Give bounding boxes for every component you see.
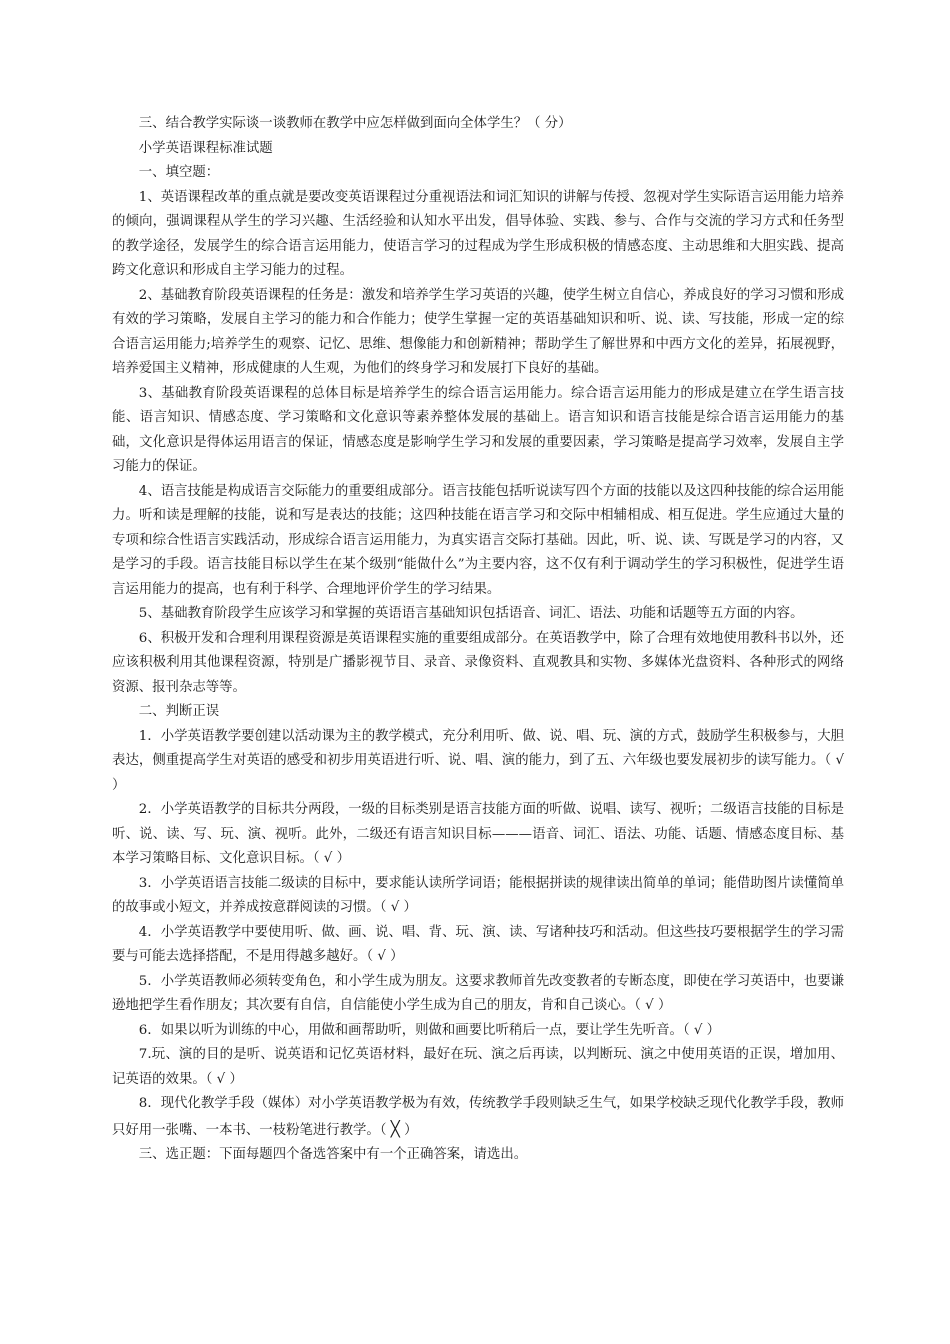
judge-item-8-close: ） <box>404 1122 418 1138</box>
exam-title: 小学英语课程标准试题 <box>138 140 273 156</box>
fill-item-6: 6、积极开发和合理利用课程资源是英语课程实施的重要组成部分。在英语教学中，除了合理有效地使用教科书以外，还应该积极利用其他课程资源，特别是广播影视节目、录音、录像资料、直观教具和实物、多媒体光盘资料、各种形式的网络资源、报刊杂志等等。 <box>112 630 844 695</box>
judge-item-7: 7.玩、演的目的是听、说英语和记忆英语材料，最好在玩、演之后再读，以判断玩、演之中使用英语的正误，增加用、记英语的效果。（ √ ） <box>112 1047 844 1087</box>
wrong-mark-icon: ╳ <box>390 1119 400 1138</box>
judge-item-8 <box>112 1092 844 1143</box>
section2-heading: 二、判断正误 <box>138 704 220 719</box>
top-question: 三、结合教学实际谈一谈教师在教学中应怎样做到面向全体学生？（ 分） <box>138 116 572 131</box>
judge-item-6: 6．如果以听为训练的中心，用做和画帮助听，则做和画要比听稍后一点，要让学生先听音。（ √ ） <box>138 1022 721 1038</box>
judge-item-2: 2．小学英语教学的目标共分两段，一级的目标类别是语言技能方面的听做、说唱、读写、视听；二级语言技能的目标是听、说、读、写、玩、演、视听。此外，二级还有语言知识目标———语音、词汇、语法、功能、话题、情感态度目标、基本学习策略目标、文化意识目标。（ √ ） <box>112 802 844 866</box>
fill-item-3: 3、基础教育阶段英语课程的总体目标是培养学生的综合语言运用能力。综合语言运用能力的形成是建立在学生语言技能、语言知识、情感态度、学习策略和文化意识等素养整体发展的基础上。语言知识和语言技能是综合语言运用能力的基础，文化意识是得体运用语言的保证，情感态度是影响学生学习和发展的重要因素，学习策略是提高学习效率，发展自主学习能力的保证。 <box>112 385 844 474</box>
judge-item-8-text: 8．现代化教学手段（媒体）对小学英语教学极为有效，传统教学手段则缺乏生气，如果学校缺乏现代化教学手段，教师只好用一张嘴、一本书、一枝粉笔进行教学。（ <box>112 1096 844 1138</box>
fill-item-1: 1、英语课程改革的重点就是要改变英语课程过分重视语法和词汇知识的讲解与传授、忽视对学生实际语言运用能力培养的倾向，强调课程从学生的学习兴趣、生活经验和认知水平出发，倡导体验、实践、参与、合作与交流的学习方式和任务型的教学途径，发展学生的综合语言运用能力，使语言学习的过程成为学生形成积极的情感态度、主动思维和大胆实践、提高跨文化意识和形成自主学习能力的过程。 <box>112 189 844 278</box>
fill-item-2: 2、基础教育阶段英语课程的任务是：激发和培养学生学习英语的兴趣，使学生树立自信心，养成良好的学习习惯和形成有效的学习策略，发展自主学习的能力和合作能力；使学生掌握一定的英语基础知识和听、说、读、写技能，形成一定的综合语言运用能力;培养学生的观察、记忆、思维、想像能力和创新精神；帮助学生了解世界和中西方文化的差异，拓展视野，培养爱国主义精神，形成健康的人生观，为他们的终身学习和发展打下良好的基础。 <box>112 287 844 376</box>
fill-item-4: 4、语言技能是构成语言交际能力的重要组成部分。语言技能包括听说读写四个方面的技能以及这四种技能的综合运用能力。听和读是理解的技能，说和写是表达的技能；这四种技能在语言学习和交际中相辅相成、相互促进。学生应通过大量的专项和综合性语言实践活动，形成综合语言运用能力，为真实语言交际打基础。因此，听、说、读、写既是学习的内容，又是学习的手段。语言技能目标以学生在某个级别“能做什么”为主要内容，这不仅有利于调动学生的学习积极性，促进学生语言运用能力的提高，也有利于科学、合理地评价学生的学习结果。 <box>112 483 844 597</box>
fill-item-5: 5、基础教育阶段学生应该学习和掌握的英语语言基础知识包括语音、词汇、语法、功能和话题等五方面的内容。 <box>138 606 804 621</box>
section3-heading: 三、选正题：下面每题四个备选答案中有一个正确答案，请选出。 <box>138 1147 528 1162</box>
judge-item-5: 5．小学英语教师必须转变角色，和小学生成为朋友。这要求教师首先改变教者的专断态度，即使在学习英语中，也要谦逊地把学生看作朋友；其次要有自信，自信能使小学生成为自己的朋友，肯和自己谈心。（ √ ） <box>112 973 844 1013</box>
judge-item-4: 4．小学英语教学中要使用听、做、画、说、唱、背、玩、演、读、写诸种技巧和活动。但这些技巧要根据学生的学习需要与可能去选择搭配，不是用得越多越好。（ √ ） <box>112 924 844 964</box>
section1-heading: 一、填空题： <box>138 165 220 180</box>
judge-item-3: 3．小学英语语言技能二级读的目标中，要求能认读所学词语；能根据拼读的规律读出简单的单词；能借助图片读懂简单的故事或小短文，并养成按意群阅读的习惯。（ √ ） <box>112 875 844 915</box>
judge-item-1: 1．小学英语教学要创建以活动课为主的教学模式，充分利用听、做、说、唱、玩、演的方式，鼓励学生积极参与，大胆表达，侧重提高学生对英语的感受和初步用英语进行听、说、唱、演的能力，到了五、六年级也要发展初步的读写能力。（ √ ） <box>112 728 844 793</box>
document-page <box>112 112 844 1168</box>
